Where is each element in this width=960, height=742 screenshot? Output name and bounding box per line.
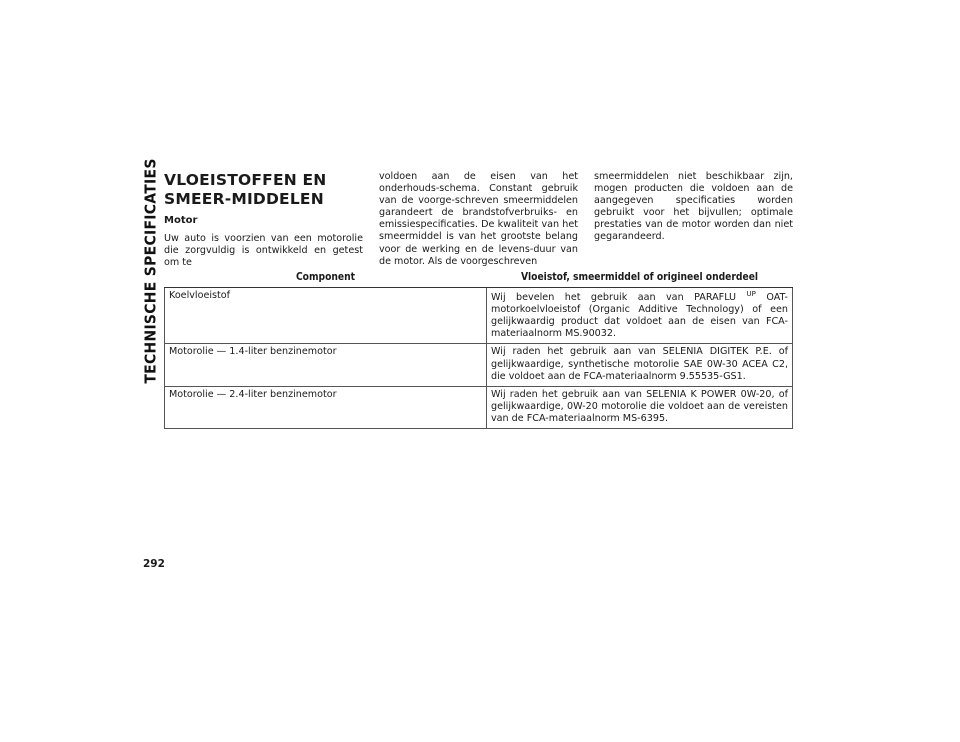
table-header-row <box>165 268 793 288</box>
cell-component: Motorolie — 1.4-liter benzinemotor <box>165 344 487 386</box>
text-column-2 <box>379 171 578 268</box>
paragraph-col1: Uw auto is voorzien van een motorolie die zorgvuldig is ontwikkeld en getest om te <box>164 233 363 269</box>
section-subtitle: Motor <box>164 215 198 226</box>
page-number: 292 <box>143 558 165 570</box>
chapter-side-tab <box>139 158 163 384</box>
table-row <box>165 288 793 344</box>
header-fluid: Vloeistof, smeermiddel of origineel onderdeel <box>487 268 793 288</box>
text-column-1 <box>164 171 363 269</box>
section-title: VLOEISTOFFEN EN SMEER-MIDDELEN <box>164 171 327 208</box>
cell-description: Wij raden het gebruik aan van SELENIA K POWER 0W-20, of gelijkwaardige, 0W-20 motorolie die voldoet aan de vereisten van de FCA-materiaalnorm MS-6395. <box>487 386 793 428</box>
desc-superscript: UP <box>746 289 756 298</box>
chapter-title: TECHNISCHE SPECIFICATIES <box>142 158 160 384</box>
header-component: Component <box>165 268 487 288</box>
cell-component: Motorolie — 2.4-liter benzinemotor <box>165 386 487 428</box>
cell-description <box>487 288 793 344</box>
desc-text: Wij bevelen het gebruik aan van PARAFLU <box>491 292 747 304</box>
table-row <box>165 344 793 386</box>
paragraph-col3: smeermiddelen niet beschikbaar zijn, mogen producten die voldoen aan de aangegeven specificaties worden gebruikt voor het bijvullen; optimale prestaties van de motor worden dan niet gegarandeerd. <box>594 171 793 243</box>
table-row <box>165 386 793 428</box>
fluids-table <box>164 268 793 429</box>
text-column-3 <box>594 171 793 244</box>
paragraph-col2: voldoen aan de eisen van het onderhouds-schema. Constant gebruik van de voorge-schreven smeermiddelen garandeert de brandstofverbruiks- en emissiespecificaties. De kwaliteit van het smeermiddel is van het grootste belang voor de werking en de levens-duur van de motor. Als de voorgeschreven <box>379 171 578 267</box>
cell-description: Wij raden het gebruik aan van SELENIA DIGITEK P.E. of gelijkwaardige, synthetische motorolie SAE 0W-30 ACEA C2, die voldoet aan de FCA-materiaalnorm 9.55535-GS1. <box>487 344 793 386</box>
desc-text-cont: OAT-motorkoelvloeistof (Organic Additive Technology) of een gelijkwaardig product dat voldoet aan de eisen van FCA-materiaalnorm MS.90032. <box>491 292 789 340</box>
cell-component: Koelvloeistof <box>165 288 487 344</box>
